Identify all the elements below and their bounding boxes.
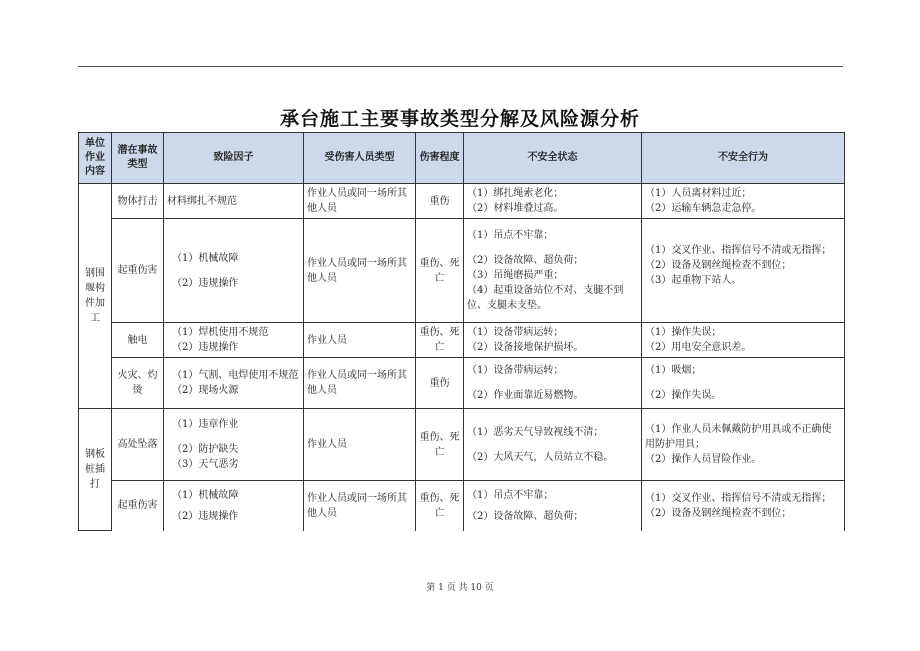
behaviors-cell bbox=[642, 219, 845, 323]
victims-cell: 作业人员 bbox=[304, 409, 416, 481]
victims-cell: 作业人员或同一场所其他人员 bbox=[304, 219, 416, 323]
table-header-row bbox=[79, 133, 845, 184]
factors-cell bbox=[164, 323, 304, 358]
behavior-line: （1）吸烟； bbox=[645, 365, 702, 376]
factor-line: （2）现场火源 bbox=[172, 385, 239, 396]
table-row bbox=[79, 219, 845, 323]
severity-cell: 重伤 bbox=[416, 184, 464, 219]
risk-table bbox=[78, 132, 845, 531]
state-line: （2）设备故障、超负荷； bbox=[467, 510, 584, 522]
behavior-line: （2）操作人员冒险作业。 bbox=[645, 454, 762, 465]
state-line: （2）设备接地保护损坏。 bbox=[467, 342, 584, 353]
behavior-line: （3）起重物下站人。 bbox=[645, 275, 742, 286]
col-header-victims: 受伤害人员类型 bbox=[304, 133, 416, 184]
table-row bbox=[79, 323, 845, 358]
behaviors-cell bbox=[642, 358, 845, 409]
behavior-line: （2）操作失误。 bbox=[645, 390, 722, 401]
state-line: （4）起重设备站位不对、支腿不到位、支腿未支垫。 bbox=[467, 285, 624, 311]
factors-cell bbox=[164, 184, 304, 219]
states-cell bbox=[464, 409, 642, 481]
state-line: （1）绑扎绳索老化； bbox=[467, 188, 564, 199]
table-row bbox=[79, 184, 845, 219]
state-line: （1）吊点不牢靠； bbox=[467, 489, 554, 501]
behavior-line: （2）设备及钢丝绳检查不到位； bbox=[645, 507, 792, 519]
col-header-factors: 致险因子 bbox=[164, 133, 304, 184]
behavior-line: （1）交叉作业、指挥信号不清或无指挥； bbox=[645, 245, 832, 256]
behavior-line: （1）操作失误； bbox=[645, 327, 722, 338]
states-cell bbox=[464, 219, 642, 323]
behavior-line: （1）交叉作业、指挥信号不清或无指挥； bbox=[645, 492, 832, 504]
severity-cell: 重伤 bbox=[416, 358, 464, 409]
accident-cell: 触电 bbox=[112, 323, 164, 358]
behavior-line: （1）人员离材料过近； bbox=[645, 188, 752, 199]
factor-line: （2）违规操作 bbox=[172, 510, 239, 522]
col-header-accident: 潜在事故类型 bbox=[112, 133, 164, 184]
behaviors-cell bbox=[642, 481, 845, 531]
factor-line: （2）违规操作 bbox=[172, 277, 239, 289]
accident-cell: 起重伤害 bbox=[112, 219, 164, 323]
accident-cell: 物体打击 bbox=[112, 184, 164, 219]
state-line: （1）恶劣天气导致视线不清； bbox=[467, 426, 604, 438]
behavior-line: （2）用电安全意识差。 bbox=[645, 342, 752, 353]
states-cell bbox=[464, 323, 642, 358]
victims-cell: 作业人员 bbox=[304, 323, 416, 358]
header-rule bbox=[78, 66, 843, 67]
severity-cell: 重伤、死亡 bbox=[416, 481, 464, 531]
factor-line: （3）天气恶劣 bbox=[172, 459, 239, 470]
behavior-line: （2）设备及钢丝绳检查不到位； bbox=[645, 260, 792, 271]
table-row bbox=[79, 481, 845, 531]
factor-line: （2）防护缺失 bbox=[172, 444, 239, 455]
states-cell bbox=[464, 481, 642, 531]
severity-cell: 重伤、死亡 bbox=[416, 219, 464, 323]
accident-cell: 起重伤害 bbox=[112, 481, 164, 531]
col-header-unit: 单位作业内容 bbox=[79, 133, 112, 184]
state-line: （1）设备带病运转； bbox=[467, 365, 564, 376]
victims-cell: 作业人员或同一场所其他人员 bbox=[304, 184, 416, 219]
unit-cell: 钢围堰构件加工 bbox=[79, 184, 112, 409]
factor-line: 材料绑扎不规范 bbox=[167, 195, 237, 207]
factor-line: （1）气割、电焊使用不规范 bbox=[172, 370, 299, 381]
factors-cell bbox=[164, 481, 304, 531]
accident-cell: 高处坠落 bbox=[112, 409, 164, 481]
state-line: （1）吊点不牢靠； bbox=[467, 230, 554, 241]
page-title: 承台施工主要事故类型分解及风险源分析 bbox=[279, 108, 640, 130]
state-line: （2）大风天气，人员站立不稳。 bbox=[467, 451, 614, 463]
factor-line: （1）机械故障 bbox=[172, 252, 239, 264]
severity-cell: 重伤、死亡 bbox=[416, 323, 464, 358]
factor-line: （1）违章作业 bbox=[172, 419, 239, 430]
behavior-line: （1）作业人员未佩戴防护用具或不正确使用防护用具； bbox=[645, 424, 832, 450]
col-header-severity: 伤害程度 bbox=[416, 133, 464, 184]
state-line: （3）吊绳磨损严重； bbox=[467, 270, 564, 281]
factors-cell bbox=[164, 219, 304, 323]
accident-cell: 火灾、灼烫 bbox=[112, 358, 164, 409]
behavior-line: （2）运输车辆急走急停。 bbox=[645, 203, 762, 214]
factor-line: （1）焊机使用不规范 bbox=[172, 327, 269, 338]
victims-cell: 作业人员或同一场所其他人员 bbox=[304, 481, 416, 531]
page-footer: 第 1 页 共 10 页 bbox=[426, 583, 494, 593]
behaviors-cell bbox=[642, 323, 845, 358]
factors-cell bbox=[164, 358, 304, 409]
unit-cell: 钢板桩插打 bbox=[79, 409, 112, 531]
states-cell bbox=[464, 358, 642, 409]
state-line: （1）设备带病运转； bbox=[467, 327, 564, 338]
factors-cell bbox=[164, 409, 304, 481]
behaviors-cell bbox=[642, 409, 845, 481]
table-row bbox=[79, 358, 845, 409]
col-header-behaviors: 不安全行为 bbox=[642, 133, 845, 184]
state-line: （2）作业面靠近易燃物。 bbox=[467, 390, 584, 401]
col-header-states: 不安全状态 bbox=[464, 133, 642, 184]
factor-line: （1）机械故障 bbox=[172, 489, 239, 501]
state-line: （2）设备故障、超负荷； bbox=[467, 255, 584, 266]
severity-cell: 重伤、死亡 bbox=[416, 409, 464, 481]
factor-line: （2）违规操作 bbox=[172, 342, 239, 353]
states-cell bbox=[464, 184, 642, 219]
table-row bbox=[79, 409, 845, 481]
state-line: （2）材料堆叠过高。 bbox=[467, 203, 564, 214]
victims-cell: 作业人员或同一场所其他人员 bbox=[304, 358, 416, 409]
behaviors-cell bbox=[642, 184, 845, 219]
